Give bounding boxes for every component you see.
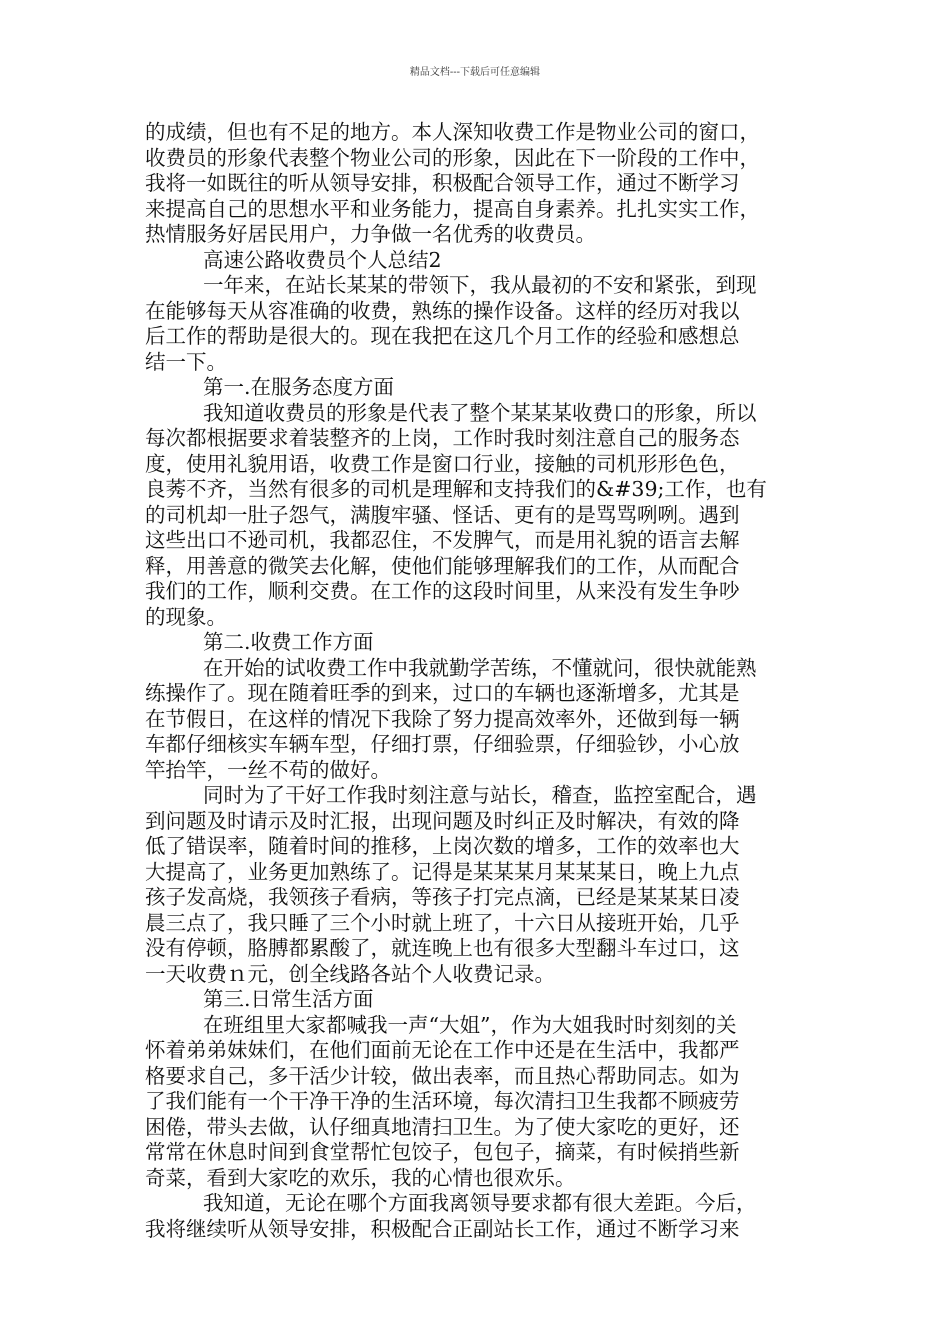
- document-body: [145, 120, 805, 1242]
- page-header: 精品文档---下载后可任意编辑: [409, 67, 541, 78]
- text-line: 竿抬竿，一丝不苟的做好。: [145, 757, 391, 782]
- text-line: 第三.日常生活方面: [203, 987, 374, 1011]
- text-line: 晨三点了，我只睡了三个小时就上班了，十六日从接班开始，几乎: [145, 910, 740, 935]
- text-line: 奇菜，看到大家吃的欢乐，我的心情也很欢乐。: [145, 1165, 576, 1190]
- text-line: 在班组里大家都喊我一声“大姐”，作为大姐我时时刻刻的关: [203, 1012, 737, 1037]
- text-line: 没有停顿，胳膊都累酸了，就连晚上也有很多大型翻斗车过口，这: [145, 936, 740, 960]
- text-line: 的成绩，但也有不足的地方。本人深知收费工作是物业公司的窗口，: [145, 120, 760, 144]
- text-line: 我知道收费员的形象是代表了整个某某某收费口的形象，所以: [203, 400, 757, 425]
- text-line: 第一.在服务态度方面: [203, 375, 395, 399]
- text-line: 的司机却一肚子怨气，满腹牢骚、怪话、更有的是骂骂咧咧。遇到: [145, 502, 740, 527]
- text-line: 大提高了，业务更加熟练了。记得是某某某月某某某日，晚上九点: [145, 859, 740, 884]
- text-line: 在节假日，在这样的情况下我除了努力提高效率外，还做到每一辆: [145, 706, 740, 731]
- text-line: 我知道，无论在哪个方面我离领导要求都有很大差距。今后，: [203, 1191, 757, 1215]
- text-line: 这些出口不逊司机，我都忍住，不发脾气，而是用礼貌的语言去解: [145, 528, 740, 552]
- text-line: 收费员的形象代表整个物业公司的形象，因此在下一阶段的工作中，: [145, 145, 760, 170]
- text-line: 我将继续听从领导安排，积极配合正副站长工作，通过不断学习来: [145, 1216, 740, 1241]
- text-line: 我将一如既往的听从领导安排，积极配合领导工作，通过不断学习: [145, 171, 740, 195]
- text-line: 到问题及时请示及时汇报，出现问题及时纠正及时解决，有效的降: [145, 808, 740, 833]
- text-line: 的现象。: [145, 604, 227, 629]
- text-line: 同时为了干好工作我时刻注意与站长，稽查，监控室配合，遇: [203, 783, 757, 807]
- text-line: 热情服务好居民用户，力争做一名优秀的收费员。: [145, 222, 596, 246]
- text-line: 第二.收费工作方面: [203, 630, 374, 654]
- text-line: 度，使用礼貌用语，收费工作是窗口行业，接触的司机形形色色，: [145, 451, 740, 476]
- text-line: 了我们能有一个干净干净的生活环境，每次清扫卫生我都不顾疲劳: [145, 1089, 740, 1113]
- text-line: 结一下。: [145, 349, 227, 374]
- text-line: 良莠不齐，当然有很多的司机是理解和支持我们的&#39;工作，也有: [145, 477, 767, 501]
- text-line: 格要求自己，多干活少计较，做出表率，而且热心帮助同志。如为: [145, 1063, 740, 1088]
- text-line: 在能够每天从容准确的收费，熟练的操作设备。这样的经历对我以: [145, 298, 740, 323]
- text-line: 常常在休息时间到食堂帮忙包饺子，包包子，摘菜，有时候捎些新: [145, 1140, 740, 1164]
- text-line: 一天收费ｎ元，创全线路各站个人收费记录。: [145, 961, 555, 986]
- text-line: 在开始的试收费工作中我就勤学苦练，不懂就问，很快就能熟: [203, 655, 757, 680]
- text-line: 高速公路收费员个人总结2: [203, 247, 442, 272]
- text-line: 一年来，在站长某某的带领下，我从最初的不安和紧张，到现: [203, 273, 757, 297]
- text-line: 我们的工作，顺利交费。在工作的这段时间里，从来没有发生争吵: [145, 579, 740, 603]
- text-line: 来提高自己的思想水平和业务能力，提高自身素养。扎扎实实工作，: [145, 196, 760, 221]
- text-line: 困倦，带头去做，认仔细真地清扫卫生。为了使大家吃的更好，还: [145, 1114, 740, 1139]
- text-line: 怀着弟弟妹妹们，在他们面前无论在工作中还是在生活中，我都严: [145, 1038, 740, 1062]
- text-line: 孩子发高烧，我领孩子看病，等孩子打完点滴，已经是某某某日凌: [145, 885, 740, 909]
- text-line: 练操作了。现在随着旺季的到来，过口的车辆也逐渐增多，尤其是: [145, 681, 740, 705]
- text-line: 后工作的帮助是很大的。现在我把在这几个月工作的经验和感想总: [145, 324, 740, 348]
- text-line: 低了错误率，随着时间的推移，上岗次数的增多，工作的效率也大: [145, 834, 740, 858]
- text-line: 每次都根据要求着装整齐的上岗，工作时我时刻注意自己的服务态: [145, 426, 740, 450]
- text-line: 车都仔细核实车辆车型，仔细打票，仔细验票，仔细验钞，小心放: [145, 732, 740, 756]
- text-line: 释，用善意的微笑去化解，使他们能够理解我们的工作，从而配合: [145, 553, 740, 578]
